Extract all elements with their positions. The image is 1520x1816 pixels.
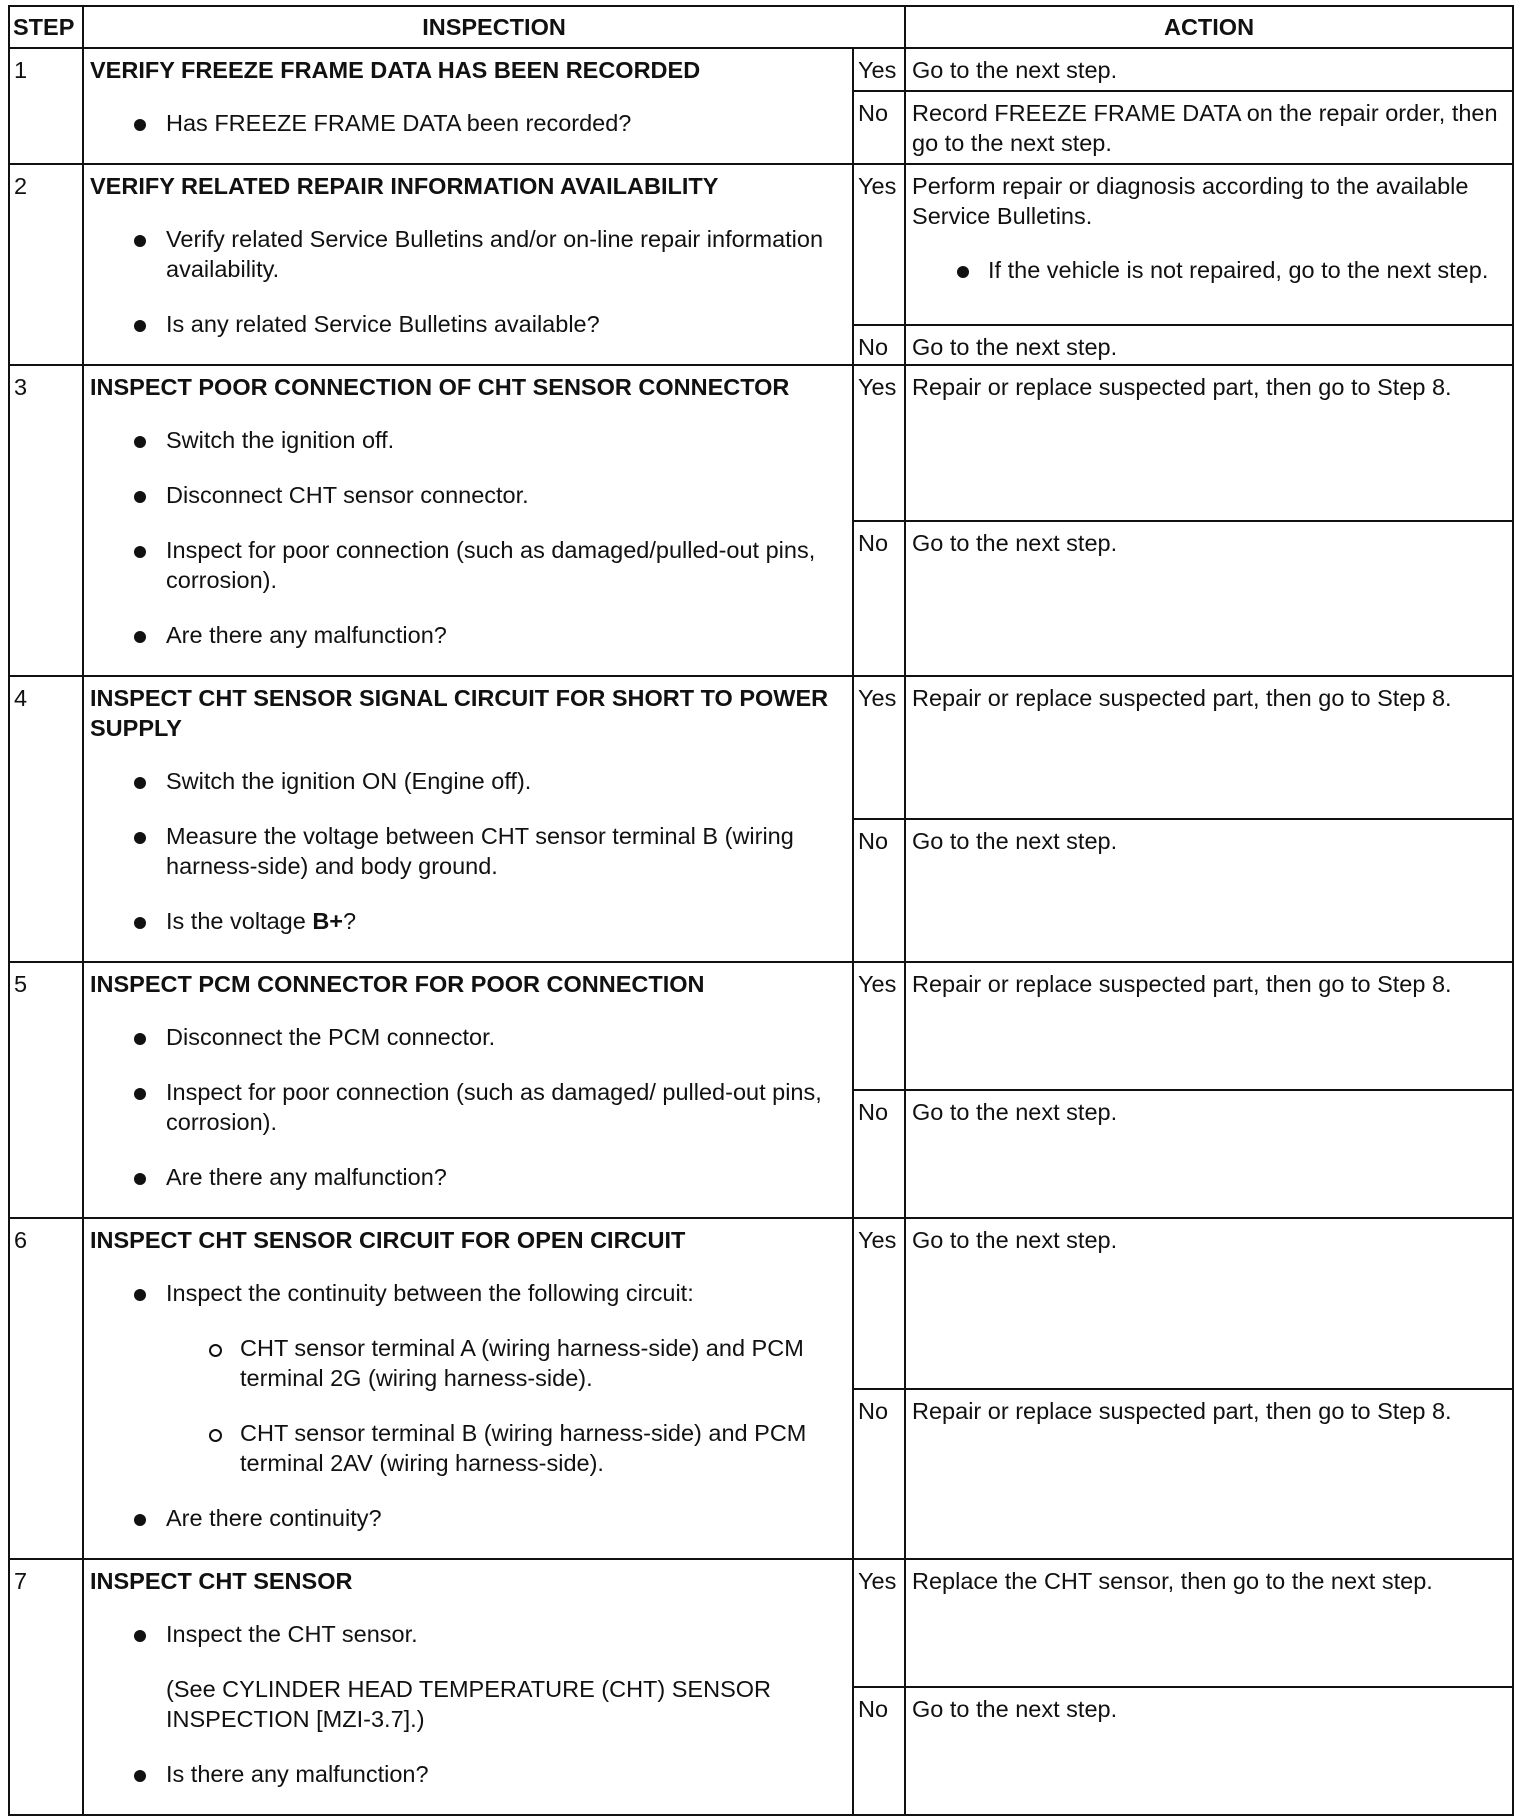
step-number: 1 <box>9 48 83 164</box>
inspection-bullet: Inspect the continuity between the following circuit: <box>90 1278 846 1308</box>
step-1-inspection <box>83 48 853 164</box>
no-label: No <box>853 1090 905 1218</box>
yes-action: Repair or replace suspected part, then go to Step 8. <box>905 676 1513 819</box>
step-7-inspection <box>83 1559 853 1815</box>
action-column-header: ACTION <box>905 6 1513 48</box>
yes-label: Yes <box>853 365 905 521</box>
no-action: Go to the next step. <box>905 819 1513 962</box>
no-label: No <box>853 1687 905 1815</box>
yes-label: Yes <box>853 962 905 1090</box>
yes-label: Yes <box>853 1559 905 1687</box>
step-5-inspection <box>83 962 853 1218</box>
step-title: INSPECT POOR CONNECTION OF CHT SENSOR CONNECTOR <box>90 374 790 400</box>
step-number: 3 <box>9 365 83 676</box>
inspection-bullet: Switch the ignition off. <box>90 425 846 455</box>
yes-label: Yes <box>853 676 905 819</box>
step-6-yes-row <box>9 1218 1513 1389</box>
step-3-yes-row <box>9 365 1513 521</box>
diagnostic-procedure-table <box>8 5 1514 1816</box>
step-title: INSPECT PCM CONNECTOR FOR POOR CONNECTION <box>90 971 705 997</box>
yes-label: Yes <box>853 1218 905 1389</box>
step-number: 5 <box>9 962 83 1218</box>
inspection-bullet: Disconnect CHT sensor connector. <box>90 480 846 510</box>
no-label: No <box>853 521 905 677</box>
step-column-header: STEP <box>9 6 83 48</box>
yes-action: Repair or replace suspected part, then go to Step 8. <box>905 365 1513 521</box>
inspection-bullet: Is any related Service Bulletins available? <box>90 309 846 339</box>
no-label: No <box>853 1389 905 1560</box>
inspection-bullet: Inspect for poor connection (such as damaged/pulled-out pins, corrosion). <box>90 535 846 595</box>
step-7-yes-row <box>9 1559 1513 1687</box>
step-title: INSPECT CHT SENSOR <box>90 1568 353 1594</box>
inspection-sub-bullet: CHT sensor terminal B (wiring harness-side) and PCM terminal 2AV (wiring harness-side). <box>90 1418 846 1478</box>
no-action: Go to the next step. <box>905 1687 1513 1815</box>
inspection-bullet: Are there continuity? <box>90 1503 846 1533</box>
inspection-bullet: Has FREEZE FRAME DATA been recorded? <box>90 108 846 138</box>
inspection-bullet: Is the voltage B+? <box>90 906 846 936</box>
step-4-yes-row <box>9 676 1513 819</box>
inspection-column-header: INSPECTION <box>83 6 905 48</box>
no-action: Go to the next step. <box>905 1090 1513 1218</box>
inspection-bullet: Are there any malfunction? <box>90 620 846 650</box>
step-4-inspection <box>83 676 853 962</box>
no-label: No <box>853 819 905 962</box>
yes-action: Repair or replace suspected part, then go to Step 8. <box>905 962 1513 1090</box>
step-1-yes-row <box>9 48 1513 91</box>
yes-action <box>905 164 1513 325</box>
step-2-inspection <box>83 164 853 365</box>
step-3-inspection <box>83 365 853 676</box>
inspection-bullet: Measure the voltage between CHT sensor terminal B (wiring harness-side) and body ground. <box>90 821 846 881</box>
inspection-bullet: Is there any malfunction? <box>90 1759 846 1789</box>
yes-label: Yes <box>853 164 905 325</box>
inspection-bullet: Inspect for poor connection (such as damaged/ pulled-out pins, corrosion). <box>90 1077 846 1137</box>
step-title: INSPECT CHT SENSOR SIGNAL CIRCUIT FOR SHORT TO POWER SUPPLY <box>90 685 829 741</box>
header-row <box>9 6 1513 48</box>
inspection-bullet: Inspect the CHT sensor. <box>90 1619 846 1649</box>
yes-action-bullet: If the vehicle is not repaired, go to the next step. <box>912 255 1508 285</box>
step-number: 4 <box>9 676 83 962</box>
no-label: No <box>853 325 905 365</box>
inspection-bullet: Verify related Service Bulletins and/or on-line repair information availability. <box>90 224 846 284</box>
yes-action: Replace the CHT sensor, then go to the next step. <box>905 1559 1513 1687</box>
no-action: Record FREEZE FRAME DATA on the repair order, then go to the next step. <box>905 91 1513 164</box>
step-2-yes-row <box>9 164 1513 325</box>
step-6-inspection <box>83 1218 853 1559</box>
step-number: 7 <box>9 1559 83 1815</box>
no-action: Go to the next step. <box>905 325 1513 365</box>
yes-action-text: Perform repair or diagnosis according to the available Service Bulletins. <box>912 173 1469 229</box>
step-title: VERIFY RELATED REPAIR INFORMATION AVAILABILITY <box>90 173 719 199</box>
yes-action: Go to the next step. <box>905 48 1513 91</box>
no-action: Repair or replace suspected part, then go to Step 8. <box>905 1389 1513 1560</box>
no-label: No <box>853 91 905 164</box>
yes-action: Go to the next step. <box>905 1218 1513 1389</box>
step-number: 6 <box>9 1218 83 1559</box>
step-5-yes-row <box>9 962 1513 1090</box>
inspection-sub-bullet: CHT sensor terminal A (wiring harness-side) and PCM terminal 2G (wiring harness-side). <box>90 1333 846 1393</box>
yes-label: Yes <box>853 48 905 91</box>
inspection-bullet: Are there any malfunction? <box>90 1162 846 1192</box>
step-number: 2 <box>9 164 83 365</box>
step-title: VERIFY FREEZE FRAME DATA HAS BEEN RECORDED <box>90 57 701 83</box>
inspection-bullet: Disconnect the PCM connector. <box>90 1022 846 1052</box>
inspection-note: (See CYLINDER HEAD TEMPERATURE (CHT) SENSOR INSPECTION [MZI-3.7].) <box>166 1676 771 1732</box>
no-action: Go to the next step. <box>905 521 1513 677</box>
inspection-bullet: Switch the ignition ON (Engine off). <box>90 766 846 796</box>
step-title: INSPECT CHT SENSOR CIRCUIT FOR OPEN CIRCUIT <box>90 1227 686 1253</box>
